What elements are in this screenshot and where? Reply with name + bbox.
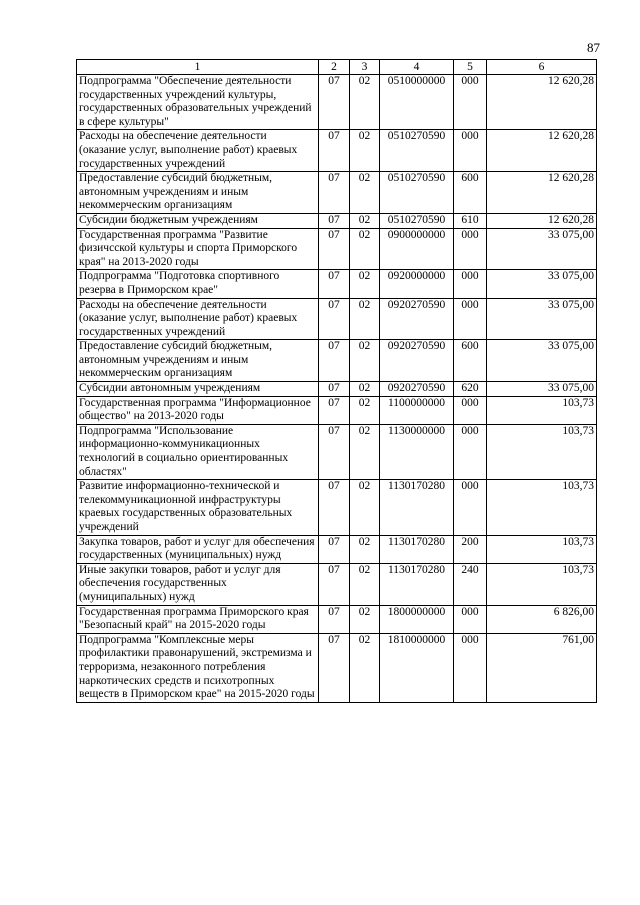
table-row [77, 130, 597, 172]
table-row [77, 563, 597, 605]
row-target: 0900000000 [380, 228, 454, 270]
table-row [77, 298, 597, 340]
row-amount: 6 826,00 [487, 605, 597, 633]
row-subsection: 02 [350, 298, 380, 340]
row-target: 0920000000 [380, 270, 454, 298]
table-row [77, 424, 597, 479]
header-col-2: 2 [319, 60, 350, 75]
row-target: 1130170280 [380, 480, 454, 535]
row-subsection: 02 [350, 172, 380, 214]
row-target: 0920270590 [380, 340, 454, 382]
row-section: 07 [319, 228, 350, 270]
row-section: 07 [319, 396, 350, 424]
row-subsection: 02 [350, 270, 380, 298]
row-target: 1130170280 [380, 563, 454, 605]
table-row [77, 382, 597, 397]
row-section: 07 [319, 172, 350, 214]
row-subsection: 02 [350, 535, 380, 563]
row-target: 1130000000 [380, 424, 454, 479]
table-row [77, 270, 597, 298]
row-name: Государственная программа Приморского края "Безопасный край" на 2015-2020 годы [77, 605, 319, 633]
row-type: 600 [454, 340, 487, 382]
row-name: Государственная программа "Информационное общество" на 2013-2020 годы [77, 396, 319, 424]
row-type: 000 [454, 298, 487, 340]
row-amount: 761,00 [487, 633, 597, 702]
row-section: 07 [319, 270, 350, 298]
row-amount: 12 620,28 [487, 130, 597, 172]
row-amount: 103,73 [487, 396, 597, 424]
row-type: 610 [454, 213, 487, 228]
row-type: 000 [454, 270, 487, 298]
row-type: 000 [454, 424, 487, 479]
row-section: 07 [319, 382, 350, 397]
row-target: 1800000000 [380, 605, 454, 633]
row-target: 1130170280 [380, 535, 454, 563]
row-section: 07 [319, 213, 350, 228]
page-number: 87 [587, 40, 600, 55]
row-type: 000 [454, 228, 487, 270]
row-type: 000 [454, 605, 487, 633]
row-subsection: 02 [350, 633, 380, 702]
table-row [77, 605, 597, 633]
row-section: 07 [319, 130, 350, 172]
row-subsection: 02 [350, 130, 380, 172]
row-subsection: 02 [350, 382, 380, 397]
table-row [77, 213, 597, 228]
row-section: 07 [319, 340, 350, 382]
row-target: 0510270590 [380, 130, 454, 172]
row-amount: 12 620,28 [487, 172, 597, 214]
row-subsection: 02 [350, 213, 380, 228]
row-type: 000 [454, 75, 487, 130]
row-type: 600 [454, 172, 487, 214]
row-subsection: 02 [350, 424, 380, 479]
row-amount: 33 075,00 [487, 270, 597, 298]
row-target: 0920270590 [380, 382, 454, 397]
header-col-6: 6 [487, 60, 597, 75]
row-name: Подпрограмма "Подготовка спортивного резерва в Приморском крае" [77, 270, 319, 298]
row-amount: 103,73 [487, 563, 597, 605]
table-row [77, 228, 597, 270]
row-name: Расходы на обеспечение деятельности (оказание услуг, выполнение работ) краевых государственных учреждений [77, 130, 319, 172]
row-amount: 33 075,00 [487, 340, 597, 382]
row-subsection: 02 [350, 396, 380, 424]
table-row [77, 75, 597, 130]
row-type: 000 [454, 396, 487, 424]
row-name: Закупка товаров, работ и услуг для обеспечения государственных (муниципальных) нужд [77, 535, 319, 563]
row-amount: 33 075,00 [487, 382, 597, 397]
row-name: Расходы на обеспечение деятельности (оказание услуг, выполнение работ) краевых государственных учреждений [77, 298, 319, 340]
row-name: Субсидии бюджетным учреждениям [77, 213, 319, 228]
row-section: 07 [319, 298, 350, 340]
row-type: 000 [454, 480, 487, 535]
row-target: 0920270590 [380, 298, 454, 340]
row-name: Предоставление субсидий бюджетным, автономным учреждениям и иным некоммерческим организациям [77, 340, 319, 382]
budget-table [76, 59, 597, 703]
row-target: 0510270590 [380, 213, 454, 228]
row-target: 1810000000 [380, 633, 454, 702]
row-target: 0510270590 [380, 172, 454, 214]
row-target: 1100000000 [380, 396, 454, 424]
row-amount: 33 075,00 [487, 228, 597, 270]
row-subsection: 02 [350, 340, 380, 382]
row-amount: 103,73 [487, 424, 597, 479]
table-row [77, 633, 597, 702]
row-name: Государственная программа "Развитие физичсской культуры и спорта Приморского края" на 2013-2020 годы [77, 228, 319, 270]
row-type: 240 [454, 563, 487, 605]
table-row [77, 480, 597, 535]
row-section: 07 [319, 75, 350, 130]
row-amount: 103,73 [487, 535, 597, 563]
header-col-3: 3 [350, 60, 380, 75]
row-target: 0510000000 [380, 75, 454, 130]
row-subsection: 02 [350, 75, 380, 130]
row-amount: 103,73 [487, 480, 597, 535]
row-section: 07 [319, 424, 350, 479]
row-amount: 12 620,28 [487, 75, 597, 130]
row-subsection: 02 [350, 228, 380, 270]
row-name: Предоставление субсидий бюджетным, автономным учреждениям и иным некоммерческим организациям [77, 172, 319, 214]
table-row [77, 535, 597, 563]
row-type: 000 [454, 633, 487, 702]
header-col-1: 1 [77, 60, 319, 75]
header-col-4: 4 [380, 60, 454, 75]
row-section: 07 [319, 633, 350, 702]
row-section: 07 [319, 605, 350, 633]
header-col-5: 5 [454, 60, 487, 75]
row-name: Подпрограмма "Обеспечение деятельности государственных учреждений культуры, государственных образовательных учреждений в сфере культуры" [77, 75, 319, 130]
row-name: Подпрограмма "Использование информационно-коммуникационных технологий в социально ориентированных областях" [77, 424, 319, 479]
row-name: Развитие информационно-технической и телекоммуникационной инфраструктуры краевых государственных образовательных учреждений [77, 480, 319, 535]
row-name: Субсидии автономным учреждениям [77, 382, 319, 397]
table-row [77, 340, 597, 382]
row-section: 07 [319, 535, 350, 563]
row-name: Иные закупки товаров, работ и услуг для обеспечения государственных (муниципальных) нужд [77, 563, 319, 605]
row-subsection: 02 [350, 605, 380, 633]
row-amount: 12 620,28 [487, 213, 597, 228]
header-row [77, 60, 597, 75]
row-amount: 33 075,00 [487, 298, 597, 340]
row-subsection: 02 [350, 563, 380, 605]
row-section: 07 [319, 480, 350, 535]
row-type: 620 [454, 382, 487, 397]
row-name: Подпрограмма "Комплексные меры профилактики правонарушений, экстремизма и терроризма, незаконного потребления наркотических средств и психотропных веществ в Приморском крае" на 2015-2020 годы [77, 633, 319, 702]
table-row [77, 396, 597, 424]
row-subsection: 02 [350, 480, 380, 535]
row-section: 07 [319, 563, 350, 605]
table-row [77, 172, 597, 214]
row-type: 000 [454, 130, 487, 172]
row-type: 200 [454, 535, 487, 563]
